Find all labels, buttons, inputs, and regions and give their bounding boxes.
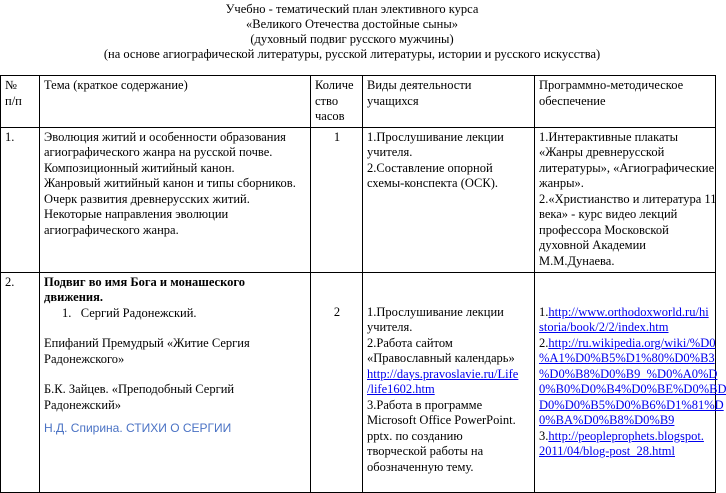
wikipedia-link-cont-1[interactable]: %A1%D0%B5%D1%80%D0%B3	[539, 351, 715, 365]
wikipedia-link-cont-2[interactable]: %D0%B8%D0%B9_%D0%A0%D	[539, 366, 718, 381]
col-header-topic: Тема (краткое содержание)	[40, 76, 311, 128]
row-2-hours: 2	[311, 272, 363, 492]
table-header-row	[1, 76, 716, 128]
row-1-activities: 1.Прослушивание лекции учителя. 2.Составление опорной схемы-конспекта (ОСК).	[363, 127, 535, 272]
peopleprophets-link-cont[interactable]: 2011/04/blog-post_28.html	[539, 444, 675, 458]
col-header-support: Программно-методическое обеспечение	[535, 76, 716, 128]
row-2-activities: 1.Прослушивание лекции учителя. 2.Работа сайтом «Православный календарь» http://days.pravoslavie.ru/Life /life1602.htm 3.Работа в программе Microsoft Office PowerPoint. pptx. по созданию творческой работы на обозначенную тему.	[363, 272, 535, 492]
peopleprophets-link[interactable]: http://peopleprophets.blogspot.	[548, 428, 704, 443]
wikipedia-link-cont-3[interactable]: 0%B0%D0%B4%D0%BE%D0%BD	[539, 382, 726, 396]
wikipedia-link[interactable]: http://ru.wikipedia.org/wiki/%D0	[548, 335, 716, 350]
header-line-3: (духовный подвиг русского мужчины)	[250, 32, 454, 46]
row-2-num: 2.	[1, 272, 40, 492]
plan-table	[0, 75, 726, 493]
row-1-num: 1.	[1, 127, 40, 272]
pravoslavie-link[interactable]: http://days.pravoslavie.ru/Life	[367, 366, 519, 381]
header-line-4: (на основе агиографической литературы, русской литературы, истории и русского искусства)	[103, 47, 601, 61]
row-1-topic: Эволюция житий и особенности образования агиографического жанра на русской почве. Композиционный житийный канон. Жанровый житийный канон и типы сборников. Очерк развития древнерусских житий. Некоторые направления эволюции агиографического жанра.	[40, 127, 311, 272]
wikipedia-link-cont-4[interactable]: D0%D0%B5%D0%B6%D1%81%D	[539, 397, 724, 412]
topic-list-item: 1. Сергий Радонежский.	[62, 305, 197, 320]
col-header-num: № п/п	[1, 76, 40, 128]
col-header-activities: Виды деятельности учащихся	[363, 76, 535, 128]
pravoslavie-link-cont[interactable]: /life1602.htm	[367, 382, 435, 396]
header-line-1: Учебно - тематический план элективного курса	[225, 2, 479, 16]
header-line-2: «Великого Отечества достойные сыны»	[246, 17, 458, 31]
table-row	[1, 272, 716, 492]
orthodoxworld-link-cont[interactable]: storia/book/2/2/index.htm	[539, 320, 669, 334]
row-1-support: 1.Интерактивные плакаты «Жанры древнерусской литературы», «Агиографические жанры». 2.«Христианство и литература 11 века» - курс видео лекций профессора Московской духовной Академии М.М.Дунаева.	[535, 127, 716, 272]
topic-note: Н.Д. Спирина. СТИХИ О СЕРГИИ	[44, 421, 232, 435]
row-2-topic: Подвиг во имя Бога и монашеского движения. 1. Сергий Радонежский. Епифаний Премудрый «Житие Сергия Радонежского» Б.К. Зайцев. «Преподобный Сергий Радонежский» Н.Д. Спирина. СТИХИ О СЕРГИИ	[40, 272, 311, 492]
row-2-support: 1.http://www.orthodoxworld.ru/hi storia/book/2/2/index.htm 2.http://ru.wikipedia.org/wiki/%D0 %A1%D0%B5%D1%80%D0%B3 %D0%B8%D0%B9_%D0%A0%D 0%B0%D0%B4%D0%BE%D0%BD D0%D0%B5%D0%B6%D1%81%D 0%BA%D0%B8%D0%B9 3.http://peopleprophets.blogspot. 2011/04/blog-post_28.html	[535, 272, 716, 492]
col-header-hours: Количе ство часов	[311, 76, 363, 128]
orthodoxworld-link[interactable]: http://www.orthodoxworld.ru/hi	[548, 304, 709, 319]
table-row	[1, 127, 716, 272]
row-1-hours: 1	[311, 127, 363, 272]
wikipedia-link-cont-5[interactable]: 0%BA%D0%B8%D0%B9	[539, 413, 675, 427]
